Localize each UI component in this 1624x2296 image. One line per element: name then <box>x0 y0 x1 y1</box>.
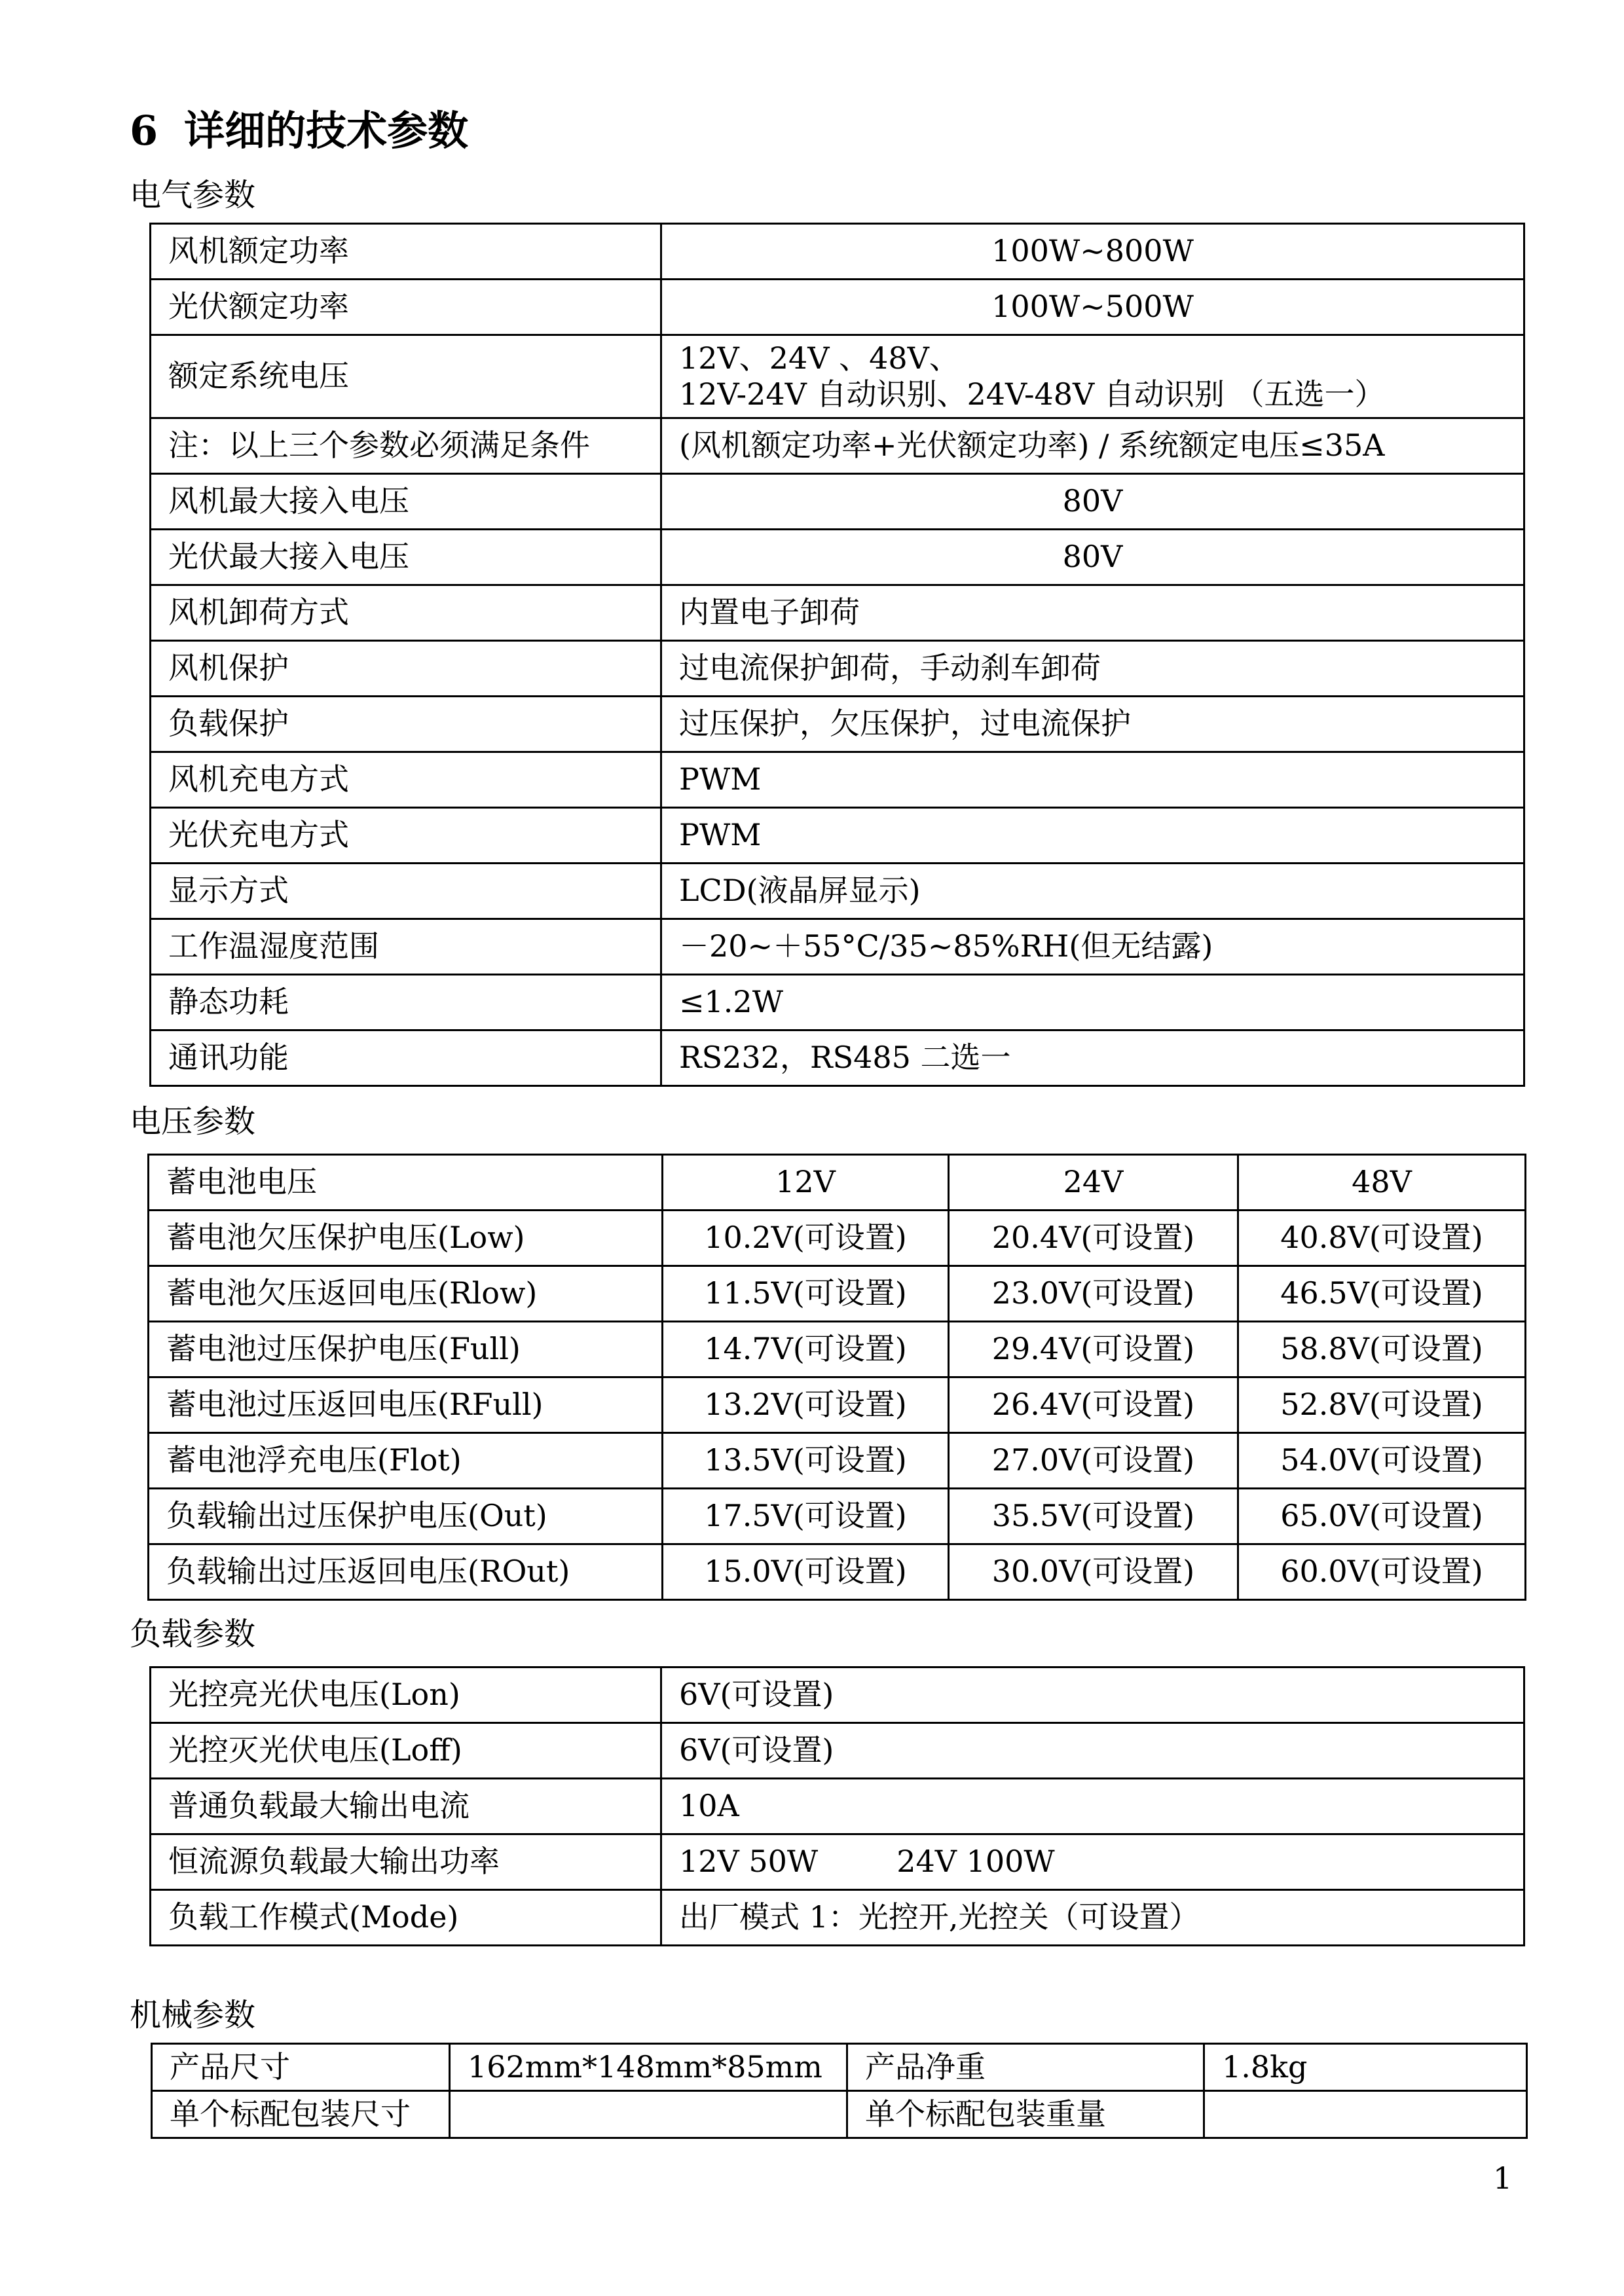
table-row <box>149 1377 1526 1433</box>
electrical-parameters-table <box>149 223 1525 1087</box>
param-value: －20~＋55°C/35~85%RH(但无结露) <box>661 919 1524 975</box>
param-label: 光控亮光伏电压(Lon) <box>151 1667 661 1723</box>
table-row <box>151 1834 1524 1890</box>
param-value <box>450 2091 847 2138</box>
param-value <box>661 335 1524 418</box>
param-label: 蓄电池过压保护电压(Full) <box>149 1322 663 1377</box>
param-value-part: 12V 50W <box>679 1844 819 1880</box>
voltage-section-title: 电压参数 <box>130 1103 256 1140</box>
value-12v: 11.5V(可设置) <box>663 1266 949 1322</box>
table-row <box>151 585 1524 641</box>
value-24v: 29.4V(可设置) <box>949 1322 1238 1377</box>
table-row <box>149 1322 1526 1377</box>
param-value: 100W~800W <box>661 224 1524 280</box>
param-value: ≤1.2W <box>661 975 1524 1030</box>
table-row <box>151 335 1524 418</box>
param-value: 6V(可设置) <box>661 1723 1524 1779</box>
table-row <box>151 808 1524 864</box>
param-label: 产品尺寸 <box>152 2044 450 2091</box>
param-label: 工作温湿度范围 <box>151 919 661 975</box>
mechanical-section-title: 机械参数 <box>130 1997 256 2033</box>
heading-number: 6 <box>130 107 158 155</box>
table-row <box>151 418 1524 474</box>
param-value <box>661 1834 1524 1890</box>
table-row <box>149 1544 1526 1600</box>
param-value-line: 12V、24V 、48V、 <box>679 340 959 376</box>
table-row <box>151 1779 1524 1834</box>
param-value: (风机额定功率+光伏额定功率) / 系统额定电压≤35A <box>661 418 1524 474</box>
value-24v: 26.4V(可设置) <box>949 1377 1238 1433</box>
table-row <box>151 474 1524 530</box>
table-header-row <box>149 1155 1526 1211</box>
value-12v: 13.5V(可设置) <box>663 1433 949 1489</box>
table-row <box>151 1890 1524 1946</box>
param-label: 风机保护 <box>151 641 661 697</box>
param-value: PWM <box>661 752 1524 808</box>
table-row <box>151 697 1524 752</box>
param-value: 80V <box>661 530 1524 585</box>
table-row <box>151 752 1524 808</box>
table-row <box>152 2044 1527 2091</box>
param-label: 显示方式 <box>151 864 661 919</box>
param-label: 光伏最大接入电压 <box>151 530 661 585</box>
value-48v: 60.0V(可设置) <box>1238 1544 1526 1600</box>
param-value: 过压保护，欠压保护，过电流保护 <box>661 697 1524 752</box>
header-cell: 12V <box>663 1155 949 1211</box>
table-row <box>149 1433 1526 1489</box>
param-value: 1.8kg <box>1204 2044 1527 2091</box>
table-row <box>151 919 1524 975</box>
value-24v: 27.0V(可设置) <box>949 1433 1238 1489</box>
table-row <box>152 2091 1527 2138</box>
table-row <box>149 1211 1526 1266</box>
param-value: RS232，RS485 二选一 <box>661 1030 1524 1086</box>
electrical-section-title: 电气参数 <box>130 177 256 213</box>
param-label: 普通负载最大输出电流 <box>151 1779 661 1834</box>
param-label: 蓄电池过压返回电压(RFull) <box>149 1377 663 1433</box>
param-value-part: 24V 100W <box>896 1844 1055 1880</box>
param-label: 风机卸荷方式 <box>151 585 661 641</box>
param-value: 内置电子卸荷 <box>661 585 1524 641</box>
param-value: 过电流保护卸荷，手动刹车卸荷 <box>661 641 1524 697</box>
param-label: 通讯功能 <box>151 1030 661 1086</box>
param-label: 单个标配包装重量 <box>847 2091 1204 2138</box>
value-48v: 40.8V(可设置) <box>1238 1211 1526 1266</box>
value-48v: 65.0V(可设置) <box>1238 1489 1526 1544</box>
table-row <box>149 1266 1526 1322</box>
param-label: 光伏额定功率 <box>151 280 661 335</box>
param-label: 蓄电池欠压保护电压(Low) <box>149 1211 663 1266</box>
param-value: 80V <box>661 474 1524 530</box>
load-section-title: 负载参数 <box>130 1616 256 1652</box>
param-label: 产品净重 <box>847 2044 1204 2091</box>
value-12v: 14.7V(可设置) <box>663 1322 949 1377</box>
param-label: 风机充电方式 <box>151 752 661 808</box>
table-row <box>151 641 1524 697</box>
param-value-line: 12V-24V 自动识别、24V-48V 自动识别 （五选一） <box>679 376 1385 412</box>
value-12v: 13.2V(可设置) <box>663 1377 949 1433</box>
param-label: 恒流源负载最大输出功率 <box>151 1834 661 1890</box>
param-value: 6V(可设置) <box>661 1667 1524 1723</box>
param-value <box>1204 2091 1527 2138</box>
page-number: 1 <box>1493 2160 1513 2196</box>
table-row <box>151 530 1524 585</box>
header-cell: 蓄电池电压 <box>149 1155 663 1211</box>
param-label: 注：以上三个参数必须满足条件 <box>151 418 661 474</box>
value-12v: 17.5V(可设置) <box>663 1489 949 1544</box>
param-label: 负载输出过压返回电压(ROut) <box>149 1544 663 1600</box>
section-heading <box>130 107 468 155</box>
value-48v: 54.0V(可设置) <box>1238 1433 1526 1489</box>
param-label: 额定系统电压 <box>151 335 661 418</box>
value-48v: 58.8V(可设置) <box>1238 1322 1526 1377</box>
table-row <box>149 1489 1526 1544</box>
mechanical-parameters-table <box>151 2043 1528 2139</box>
param-value: PWM <box>661 808 1524 864</box>
param-value: 10A <box>661 1779 1524 1834</box>
param-label: 静态功耗 <box>151 975 661 1030</box>
param-label: 单个标配包装尺寸 <box>152 2091 450 2138</box>
value-12v: 15.0V(可设置) <box>663 1544 949 1600</box>
param-label: 风机最大接入电压 <box>151 474 661 530</box>
table-row <box>151 224 1524 280</box>
param-label: 负载输出过压保护电压(Out) <box>149 1489 663 1544</box>
value-24v: 35.5V(可设置) <box>949 1489 1238 1544</box>
param-value: 100W~500W <box>661 280 1524 335</box>
value-12v: 10.2V(可设置) <box>663 1211 949 1266</box>
heading-title: 详细的技术参数 <box>184 107 469 155</box>
param-label: 风机额定功率 <box>151 224 661 280</box>
header-cell: 48V <box>1238 1155 1526 1211</box>
table-row <box>151 1030 1524 1086</box>
table-row <box>151 975 1524 1030</box>
param-label: 蓄电池欠压返回电压(Rlow) <box>149 1266 663 1322</box>
table-row <box>151 280 1524 335</box>
load-parameters-table <box>149 1666 1525 1946</box>
header-cell: 24V <box>949 1155 1238 1211</box>
param-label: 光控灭光伏电压(Loff) <box>151 1723 661 1779</box>
value-24v: 23.0V(可设置) <box>949 1266 1238 1322</box>
table-row <box>151 1723 1524 1779</box>
voltage-parameters-table <box>147 1154 1526 1601</box>
value-24v: 30.0V(可设置) <box>949 1544 1238 1600</box>
param-label: 负载工作模式(Mode) <box>151 1890 661 1946</box>
param-value: 162mm*148mm*85mm <box>450 2044 847 2091</box>
param-label: 蓄电池浮充电压(Flot) <box>149 1433 663 1489</box>
param-value: LCD(液晶屏显示) <box>661 864 1524 919</box>
table-row <box>151 864 1524 919</box>
param-label: 负载保护 <box>151 697 661 752</box>
param-value: 出厂模式 1：光控开,光控关（可设置） <box>661 1890 1524 1946</box>
value-24v: 20.4V(可设置) <box>949 1211 1238 1266</box>
value-48v: 52.8V(可设置) <box>1238 1377 1526 1433</box>
value-48v: 46.5V(可设置) <box>1238 1266 1526 1322</box>
table-row <box>151 1667 1524 1723</box>
param-label: 光伏充电方式 <box>151 808 661 864</box>
